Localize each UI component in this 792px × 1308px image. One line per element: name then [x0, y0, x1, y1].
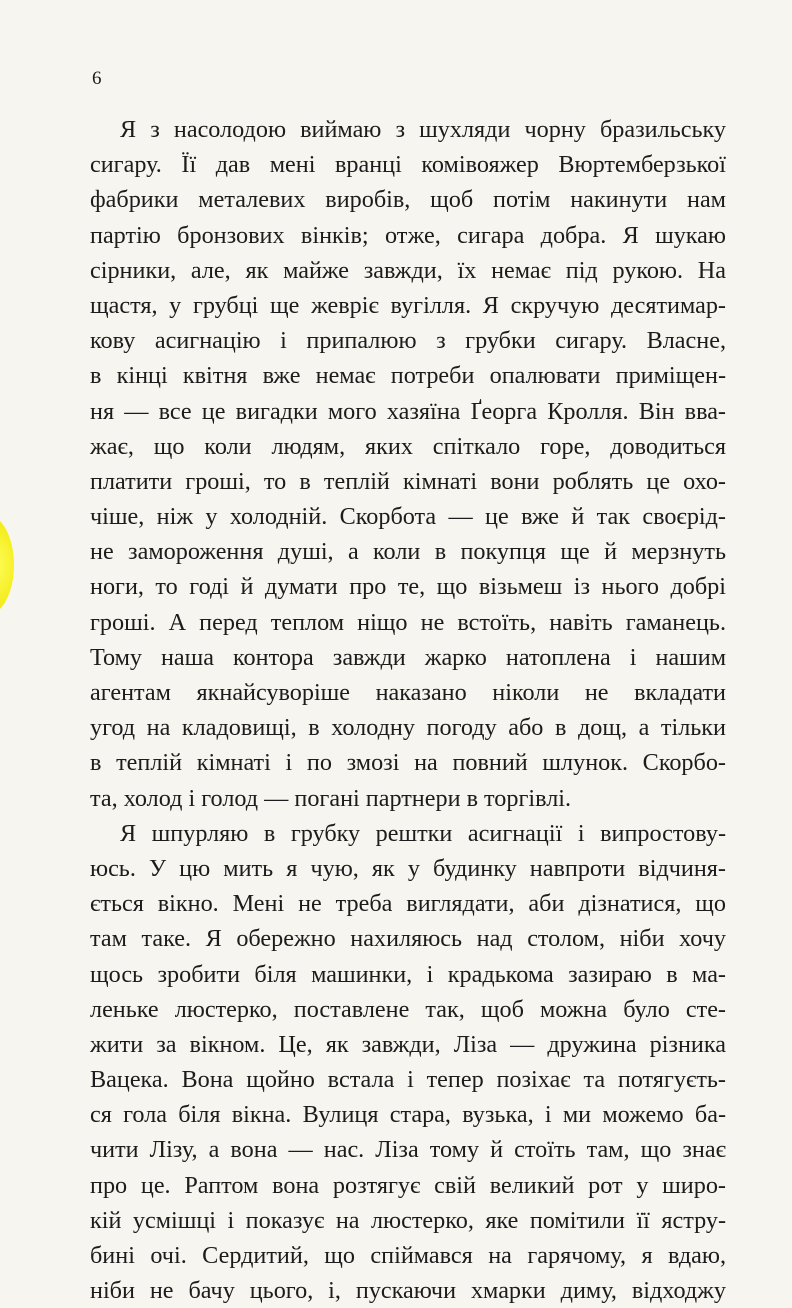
text-line: Вацека. Вона щойно встала і тепер позіхає та потягуєть- [90, 1066, 726, 1094]
text-line: про це. Раптом вона розтягує свій великий рот у широ- [90, 1171, 726, 1199]
text-line: Тому наша контора завжди жарко натоплена і нашим [90, 643, 726, 671]
text-line: Я з насолодою виймаю з шухляди чорну бразильську [120, 116, 726, 143]
text-line: Я шпурляю в грубку рештки асигнації і випростову- [120, 819, 726, 847]
page-number: 6 [92, 68, 102, 89]
text-line: ня — все це вигадки мого хазяїна Ґеорга Кролля. Він вва- [90, 397, 726, 425]
text-line: гроші. А перед теплом ніщо не встоїть, навіть гаманець. [90, 608, 726, 636]
text-line: жити за вікном. Це, як завжди, Ліза — дружина різника [90, 1030, 726, 1058]
text-line: там таке. Я обережно нахиляюсь над столом, ніби хочу [90, 925, 726, 953]
text-line: щастя, у грубці ще жевріє вугілля. Я скручую десятимар- [90, 291, 726, 319]
text-line: фабрики металевих виробів, щоб потім накинути нам [90, 186, 726, 214]
body-text [90, 112, 726, 1308]
text-line: щось зробити біля машинки, і крадькома зазираю в ма- [90, 960, 726, 988]
text-line: чіше, ніж у холодній. Скорбота — це вже й так своєрід- [90, 503, 726, 531]
text-line: агентам якнайсуворіше наказано ніколи не вкладати [90, 679, 726, 706]
text-line: бині очі. Сердитий, що спіймався на гарячому, я вдаю, [90, 1242, 726, 1269]
text-line: ноги, то годі й думати про те, що візьмеш із нього добрі [90, 573, 726, 601]
text-line: ся гола біля вікна. Вулиця стара, вузька, і ми можемо ба- [90, 1101, 726, 1129]
text-line: чити Лізу, а вона — нас. Ліза тому й стоїть там, що знає [90, 1136, 726, 1164]
text-line: сірники, але, як майже завжди, їх немає під рукою. На [90, 256, 726, 284]
yellow-sticky-marker [0, 515, 14, 615]
text-line: юсь. У цю мить я чую, як у будинку навпроти відчиня- [90, 854, 726, 882]
text-line: не замороження душі, а коли в покупця ще й мерзнуть [90, 538, 726, 566]
text-line: та, холод і голод — погані партнери в торгівлі. [90, 784, 572, 812]
text-line: кову асигнацію і припалюю з грубки сигару. Власне, [90, 327, 726, 355]
text-line: ніби не бачу цього, і, пускаючи хмарки диму, відходжу [90, 1277, 726, 1305]
text-line: в кінці квітня вже немає потреби опалювати приміщен- [90, 362, 726, 390]
text-line: платити гроші, то в теплій кімнаті вони роблять це охо- [90, 467, 726, 495]
text-line: леньке люстерко, поставлене так, щоб можна було сте- [90, 995, 726, 1023]
text-line: партію бронзових вінків; отже, сигара добра. Я шукаю [90, 221, 726, 249]
text-line: жає, що коли людям, яких спіткало горе, доводиться [90, 432, 726, 460]
text-line: в теплій кімнаті і по змозі на повний шлунок. Скорбо- [90, 749, 726, 777]
text-line: ється вікно. Мені не треба виглядати, аби дізнатися, що [90, 890, 726, 918]
text-line: кій усмішці і показує на люстерко, яке помітили її ястру- [90, 1206, 726, 1234]
text-line: сигару. Її дав мені вранці комівояжер Вюртемберзької [90, 151, 726, 179]
text-line: угод на кладовищі, в холодну погоду або в дощ, а тільки [90, 714, 726, 742]
